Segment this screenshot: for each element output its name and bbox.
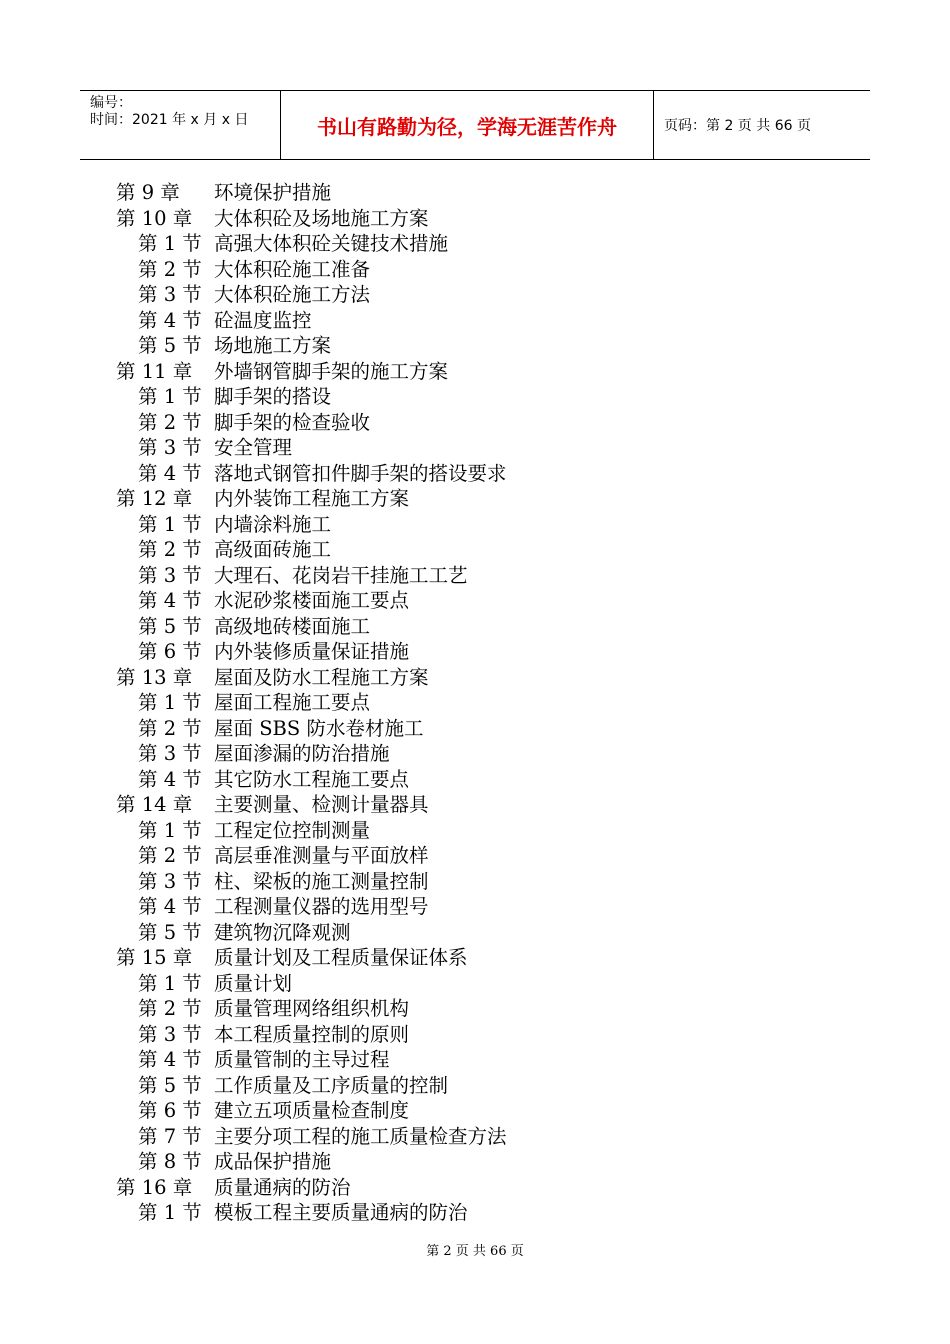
toc-number: 第 3 节 xyxy=(138,283,202,306)
toc-number: 第 16 章 xyxy=(116,1175,193,1199)
toc-section xyxy=(116,410,836,436)
toc-number: 第 13 章 xyxy=(116,665,193,689)
toc-chapter xyxy=(116,180,836,206)
toc-chapter xyxy=(116,1175,836,1201)
toc-section xyxy=(116,996,836,1022)
toc-section xyxy=(116,741,836,767)
toc-number: 第 5 节 xyxy=(138,334,202,357)
toc-number: 第 1 节 xyxy=(138,512,202,536)
time-label: 时间：2021 年 x 月 x 日 xyxy=(90,112,249,128)
toc-number: 第 2 节 xyxy=(138,257,202,281)
toc-title: 高强大体积砼关键技术措施 xyxy=(214,232,449,255)
toc-title: 落地式钢管扣件脚手架的搭设要求 xyxy=(214,461,507,485)
toc-number: 第 5 节 xyxy=(138,920,202,944)
toc-title: 质量计划 xyxy=(214,971,293,995)
toc-number: 第 4 节 xyxy=(138,895,202,918)
toc-number: 第 4 节 xyxy=(138,308,202,332)
header-motto: 书山有路勤为径，学海无涯苦作舟 xyxy=(281,91,654,159)
toc-title: 内墙涂料施工 xyxy=(214,512,332,536)
toc-section xyxy=(116,869,836,895)
toc-title: 大理石、花岗岩干挂施工工艺 xyxy=(214,563,468,587)
toc-title: 屋面工程施工要点 xyxy=(214,691,371,714)
page-footer: 第 2 页 共 66 页 xyxy=(426,1244,524,1259)
toc-number: 第 3 节 xyxy=(138,742,202,765)
toc-title: 外墙钢管脚手架的施工方案 xyxy=(214,359,449,383)
toc-section xyxy=(116,614,836,640)
toc-title: 质量通病的防治 xyxy=(214,1175,351,1199)
toc-number: 第 3 节 xyxy=(138,1022,202,1046)
toc-chapter xyxy=(116,486,836,512)
toc-chapter xyxy=(116,945,836,971)
number-label: 编号： xyxy=(90,95,132,111)
toc-section xyxy=(116,1200,836,1226)
toc-title: 质量计划及工程质量保证体系 xyxy=(214,946,468,969)
toc-title: 其它防水工程施工要点 xyxy=(214,767,410,791)
toc-title: 本工程质量控制的原则 xyxy=(214,1022,410,1046)
header-page-info: 页码：第 2 页 共 66 页 xyxy=(664,118,811,134)
toc-section xyxy=(116,1047,836,1073)
toc-title: 大体积砼及场地施工方案 xyxy=(214,206,429,230)
toc-number: 第 5 节 xyxy=(138,1073,202,1097)
toc-title: 成品保护措施 xyxy=(214,1150,332,1173)
toc-section xyxy=(116,308,836,334)
header-meta xyxy=(80,91,281,159)
toc-title: 安全管理 xyxy=(214,436,293,459)
toc-chapter xyxy=(116,665,836,691)
toc-chapter xyxy=(116,792,836,818)
toc-number: 第 9 章 xyxy=(116,181,180,204)
toc-title: 内外装饰工程施工方案 xyxy=(214,487,410,510)
toc-number: 第 2 节 xyxy=(138,538,202,561)
toc-number: 第 1 节 xyxy=(138,1201,202,1224)
page-header xyxy=(80,90,870,160)
toc-number: 第 1 节 xyxy=(138,971,202,995)
toc-title: 工程定位控制测量 xyxy=(214,818,371,842)
toc-section xyxy=(116,690,836,716)
toc-number: 第 1 节 xyxy=(138,691,202,714)
toc-title: 工作质量及工序质量的控制 xyxy=(214,1073,449,1097)
toc-section xyxy=(116,588,836,614)
toc-title: 建立五项质量检查制度 xyxy=(214,1099,410,1122)
table-of-contents xyxy=(116,180,836,1226)
toc-title: 质量管制的主导过程 xyxy=(214,1048,390,1071)
toc-number: 第 2 节 xyxy=(138,410,202,434)
toc-title: 内外装修质量保证措施 xyxy=(214,640,410,663)
toc-title: 高级面砖施工 xyxy=(214,538,332,561)
toc-title: 大体积砼施工方法 xyxy=(214,283,371,306)
toc-section xyxy=(116,333,836,359)
toc-number: 第 1 节 xyxy=(138,818,202,842)
toc-number: 第 6 节 xyxy=(138,640,202,663)
toc-title: 脚手架的搭设 xyxy=(214,385,332,408)
toc-chapter xyxy=(116,359,836,385)
toc-title: 高级地砖楼面施工 xyxy=(214,614,371,638)
toc-section xyxy=(116,920,836,946)
toc-title: 场地施工方案 xyxy=(214,334,332,357)
toc-section xyxy=(116,257,836,283)
toc-title: 环境保护措施 xyxy=(214,181,332,204)
toc-title: 主要测量、检测计量器具 xyxy=(214,793,429,816)
toc-number: 第 14 章 xyxy=(116,793,193,816)
toc-section xyxy=(116,512,836,538)
toc-title: 砼温度监控 xyxy=(214,308,312,332)
toc-title: 大体积砼施工准备 xyxy=(214,257,371,281)
toc-number: 第 4 节 xyxy=(138,767,202,791)
toc-section xyxy=(116,435,836,461)
toc-number: 第 8 节 xyxy=(138,1150,202,1173)
toc-section xyxy=(116,639,836,665)
toc-number: 第 4 节 xyxy=(138,461,202,485)
toc-section xyxy=(116,1149,836,1175)
toc-number: 第 2 节 xyxy=(138,844,202,867)
toc-number: 第 12 章 xyxy=(116,487,193,510)
toc-title: 质量管理网络组织机构 xyxy=(214,997,410,1020)
toc-section xyxy=(116,1022,836,1048)
toc-section xyxy=(116,231,836,257)
toc-section xyxy=(116,563,836,589)
toc-section xyxy=(116,282,836,308)
toc-number: 第 3 节 xyxy=(138,869,202,893)
toc-number: 第 3 节 xyxy=(138,436,202,459)
toc-title: 屋面及防水工程施工方案 xyxy=(214,665,429,689)
toc-number: 第 11 章 xyxy=(116,359,193,383)
toc-section xyxy=(116,843,836,869)
toc-number: 第 1 节 xyxy=(138,385,202,408)
toc-section xyxy=(116,1124,836,1150)
toc-number: 第 15 章 xyxy=(116,946,193,969)
toc-section xyxy=(116,1073,836,1099)
toc-title: 脚手架的检查验收 xyxy=(214,410,371,434)
toc-title: 柱、梁板的施工测量控制 xyxy=(214,869,429,893)
toc-section xyxy=(116,767,836,793)
toc-section xyxy=(116,384,836,410)
toc-title: 模板工程主要质量通病的防治 xyxy=(214,1201,468,1224)
toc-title: 屋面渗漏的防治措施 xyxy=(214,742,390,765)
toc-number: 第 4 节 xyxy=(138,1048,202,1071)
toc-section xyxy=(116,537,836,563)
toc-title: 工程测量仪器的选用型号 xyxy=(214,895,429,918)
toc-title: 水泥砂浆楼面施工要点 xyxy=(214,589,410,612)
toc-number: 第 2 节 xyxy=(138,997,202,1020)
toc-number: 第 5 节 xyxy=(138,614,202,638)
toc-title: 主要分项工程的施工质量检查方法 xyxy=(214,1124,507,1148)
toc-section xyxy=(116,894,836,920)
toc-title: 高层垂准测量与平面放样 xyxy=(214,844,429,867)
toc-chapter xyxy=(116,206,836,232)
toc-title: 建筑物沉降观测 xyxy=(214,920,351,944)
toc-number: 第 10 章 xyxy=(116,206,193,230)
toc-number: 第 3 节 xyxy=(138,563,202,587)
toc-number: 第 7 节 xyxy=(138,1124,202,1148)
toc-number: 第 6 节 xyxy=(138,1099,202,1122)
toc-number: 第 2 节 xyxy=(138,716,202,740)
toc-section xyxy=(116,818,836,844)
toc-title: 屋面 SBS 防水卷材施工 xyxy=(214,716,424,740)
toc-section xyxy=(116,716,836,742)
toc-section xyxy=(116,971,836,997)
toc-number: 第 1 节 xyxy=(138,232,202,255)
toc-number: 第 4 节 xyxy=(138,589,202,612)
toc-section xyxy=(116,1098,836,1124)
toc-section xyxy=(116,461,836,487)
